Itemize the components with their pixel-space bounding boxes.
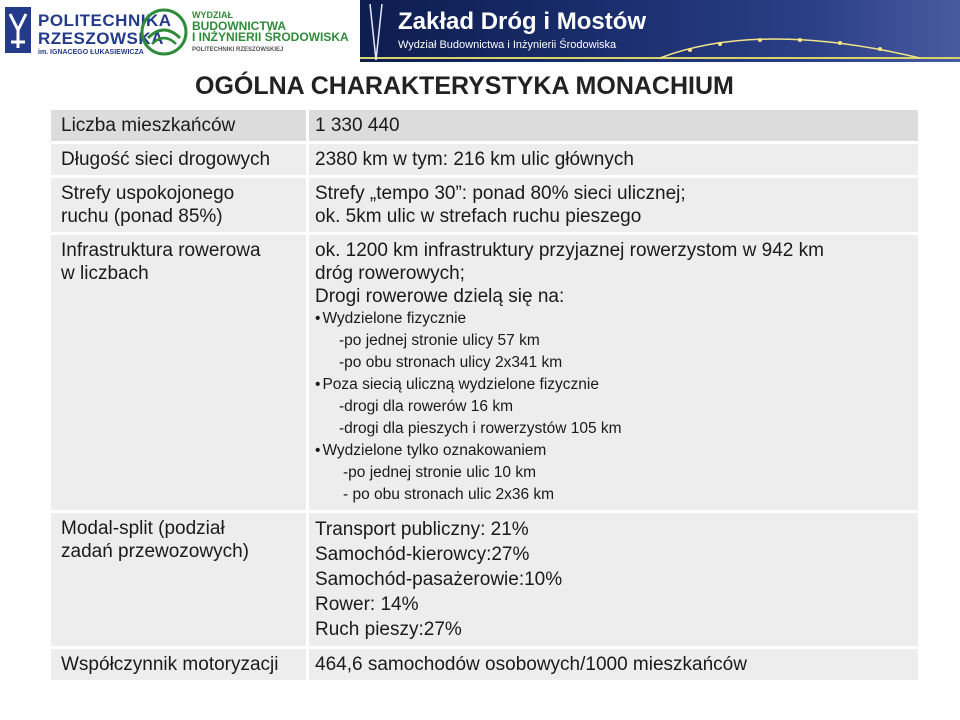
list-item: -po jednej stronie ulicy 57 km — [339, 332, 540, 349]
row-value: 1 330 440 — [306, 110, 918, 141]
list-item: -po obu stronach ulicy 2x341 km — [339, 354, 563, 371]
list-item: -po jednej stronie ulic 10 km — [343, 464, 536, 481]
table-row-motorization-rate — [51, 646, 918, 680]
list-item: -drogi dla pieszych i rowerzystów 105 km — [339, 420, 622, 437]
row-value: ok. 1200 km infrastruktury przyjaznej rowerzystom w 942 km dróg rowerowych; Drogi rowerowe dzielą się na: • Wydzielone fizycznie -po jednej stronie ulicy 57 km -po obu stronach ulicy 2x341 km • Poza siecią uliczną wydzielone fizycznie -drogi dla rowerów 16 km -drogi dla pieszych i rowerzystów 105 km • Wydzielone tylko oznakowaniem -po jednej stronie ulic 10 km - po obu stronach ulic 2x36 km — [306, 235, 918, 510]
header — [0, 0, 960, 62]
table-row-traffic-calming — [51, 175, 918, 232]
table-row-road-length — [51, 141, 918, 175]
row-value: 464,6 samochodów osobowych/1000 mieszkańców — [306, 649, 918, 680]
department-banner — [360, 0, 960, 62]
row-label: Infrastruktura rowerowa w liczbach — [61, 240, 261, 284]
politechnika-emblem-icon — [4, 6, 32, 54]
row-label: Strefy uspokojonego ruchu (ponad 85%) — [61, 183, 235, 227]
table-row-population — [51, 110, 918, 141]
faculty-name: WYDZIAŁ BUDOWNICTWA I INŻYNIERII ŚRODOWISKA POLITECHNIKI RZESZOWSKIEJ — [192, 10, 349, 53]
faculty-logo-icon — [140, 8, 188, 56]
row-value: Transport publiczny: 21% Samochód-kierowcy:27% Samochód-pasażerowie:10% Rower: 14% Ruch pieszy:27% — [306, 513, 918, 646]
table-row-bicycle-infrastructure — [51, 232, 918, 510]
list-item: • Wydzielone tylko oznakowaniem — [315, 440, 910, 462]
row-value: 2380 km w tym: 216 km ulic głównych — [306, 144, 918, 175]
row-label: Współczynnik motoryzacji — [61, 654, 279, 675]
list-item: -drogi dla rowerów 16 km — [339, 398, 514, 415]
row-label: Modal-split (podział zadań przewozowych) — [61, 518, 249, 562]
banner-subtitle: Wydział Budownictwa i Inżynierii Środowiska — [398, 39, 617, 51]
row-label: Liczba mieszkańców — [51, 110, 306, 141]
bicycle-route-list — [315, 308, 910, 506]
banner-title: Zakład Dróg i Mostów — [398, 8, 647, 35]
politechnika-name: POLITECHNIKA RZESZOWSKA im. IGNACEGO ŁUKASIEWICZA — [38, 11, 172, 56]
characteristics-table — [49, 108, 920, 682]
list-item: • Wydzielone fizycznie — [315, 308, 910, 330]
list-item: - po obu stronach ulic 2x36 km — [343, 486, 555, 503]
row-value: Strefy „tempo 30”: ponad 80% sieci ulicznej; ok. 5km ulic w strefach ruchu pieszego — [306, 178, 918, 232]
row-label: Długość sieci drogowych — [61, 149, 271, 170]
page-title: OGÓLNA CHARAKTERYSTYKA MONACHIUM — [195, 72, 734, 100]
table-row-modal-split — [51, 510, 918, 646]
list-item: • Poza siecią uliczną wydzielone fizycznie — [315, 374, 910, 396]
